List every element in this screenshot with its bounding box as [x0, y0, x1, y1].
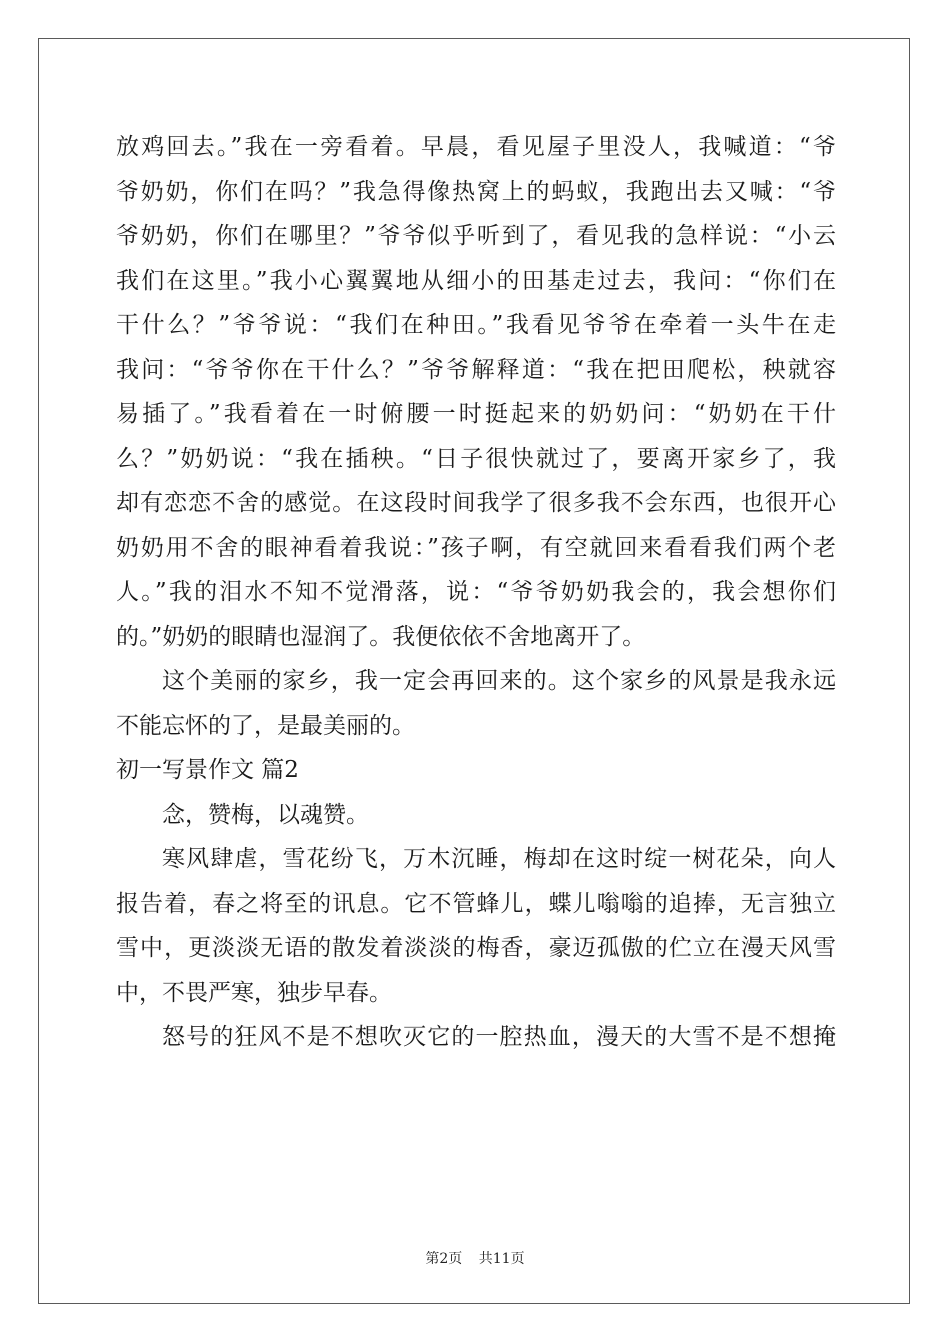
text-line: 却有恋恋不舍的感觉。在这段时间我学了很多我不会东西，也很开心 [116, 490, 836, 516]
document-body [116, 125, 836, 1060]
section-heading: 初一写景作文 篇2 [116, 757, 299, 783]
page-footer [0, 1248, 950, 1268]
text-line: 中，不畏严寒，独步早春。 [116, 979, 392, 1006]
text-line: 干什么？”爷爷说：“我们在种田。”我看见爷爷在牵着一头牛在走 [116, 312, 836, 338]
text-line: 寒风肆虐，雪花纷飞，万木沉睡，梅却在这时绽一树花朵，向人 [162, 846, 836, 872]
text-line: 么？”奶奶说：“我在插秧。“日子很快就过了，要离开家乡了，我 [116, 445, 836, 472]
text-line: 易插了。”我看着在一时俯腰一时挺起来的奶奶问：“奶奶在干什 [116, 401, 836, 427]
text-line: 雪中，更淡淡无语的散发着淡淡的梅香，豪迈孤傲的伫立在漫天风雪 [116, 935, 836, 961]
text-line: 奶奶用不舍的眼神看着我说：”孩子啊，有空就回来看看我们两个老 [116, 534, 836, 561]
text-line: 不能忘怀的了，是最美丽的。 [116, 712, 415, 739]
text-line: 我问：“爷爷你在干什么？”爷爷解释道：“我在把田爬松，秧就容 [116, 356, 836, 383]
text-line: 这个美丽的家乡，我一定会再回来的。这个家乡的风景是我永远 [162, 668, 836, 694]
text-line: 怒号的狂风不是不想吹灭它的一腔热血，漫天的大雪不是不想掩 [162, 1024, 836, 1050]
page-total: 共11页 [478, 1251, 525, 1267]
text-line: 人。”我的泪水不知不觉滑落，说：“爷爷奶奶我会的，我会想你们 [116, 579, 836, 605]
text-line: 我们在这里。”我小心翼翼地从细小的田基走过去，我问：“你们在 [116, 267, 836, 294]
text-line: 爷奶奶，你们在吗？”我急得像热窝上的蚂蚁，我跑出去又喊：“爷 [116, 178, 836, 205]
text-line: 的。”奶奶的眼睛也湿润了。我便依依不舍地离开了。 [116, 623, 646, 650]
page-number: 第2页 [425, 1251, 463, 1267]
text-line: 放鸡回去。”我在一旁看着。早晨，看见屋子里没人，我喊道：“爷 [116, 134, 836, 160]
text-line: 念，赞梅，以魂赞。 [162, 801, 369, 828]
text-line: 报告着，春之将至的讯息。它不管蜂儿，蝶儿嗡嗡的追捧，无言独立 [116, 890, 836, 917]
text-line: 爷奶奶，你们在哪里？”爷爷似乎听到了，看见我的急样说：“小云 [116, 223, 836, 249]
